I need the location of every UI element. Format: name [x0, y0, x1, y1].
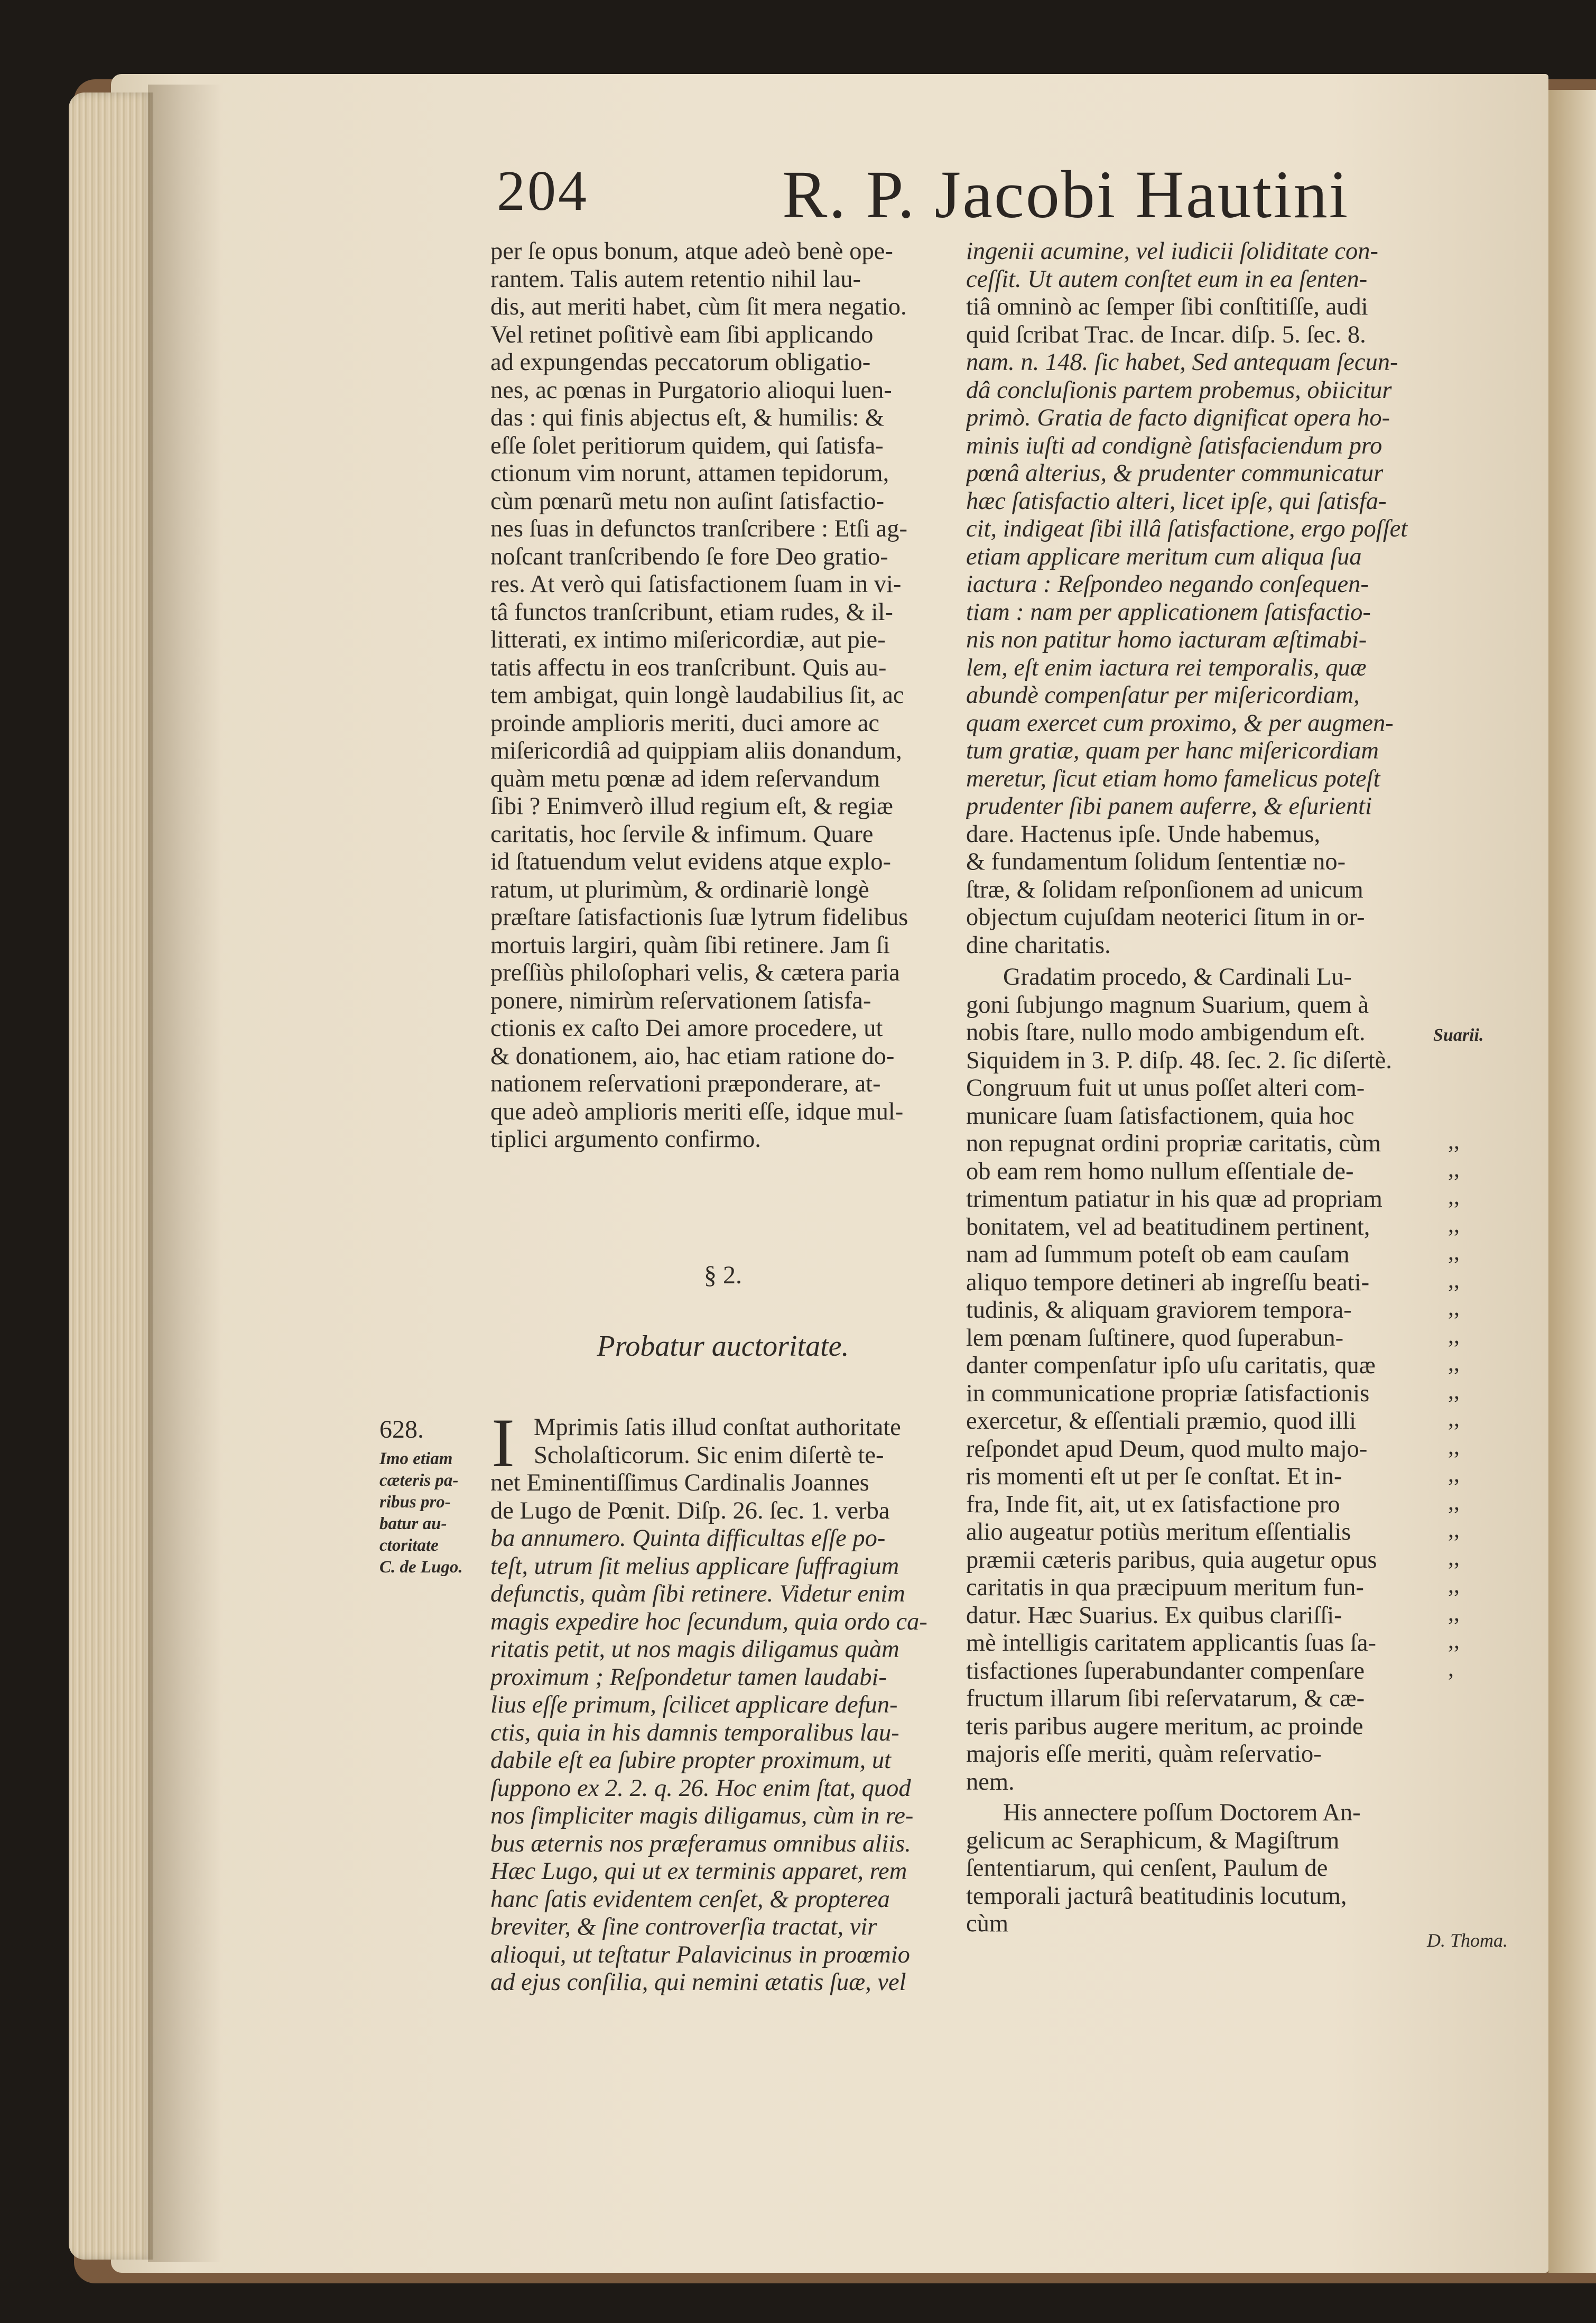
text-line: nos ſimpliciter magis diligamus, cùm in re-: [490, 1802, 914, 1829]
text-line: hanc ſatis evidentem cenſet, & propterea: [490, 1885, 890, 1913]
text-line: quam exercet cum proximo, & per augmen-: [966, 709, 1394, 737]
running-head: R. P. Jacobi Hautini: [782, 157, 1350, 232]
text-line: temporali jacturâ beatitudinis locutum,: [966, 1882, 1347, 1910]
text-line: Mprimis ſatis illud conſtat authoritate: [534, 1414, 901, 1441]
text-line: goni ſubjungo magnum Suarium, quem à: [966, 991, 1369, 1019]
text-line: ob eam rem homo nullum eſſentiale de-: [966, 1158, 1354, 1185]
text-line: prudenter ſibi panem auferre, & eſurienti: [966, 793, 1372, 820]
text-line: cùm: [966, 1910, 1009, 1937]
quote-mark: ,,: [1448, 1544, 1460, 1570]
text-line: caritatis in qua præcipuum meritum fun-: [966, 1574, 1364, 1601]
text-line: tudinis, & aliquam graviorem tempora-: [966, 1297, 1352, 1324]
text-line: non repugnat ordini propriæ caritatis, cùm: [966, 1130, 1381, 1157]
text-line: res. At verò qui ſatisfactionem ſuam in vi-: [490, 571, 902, 598]
left-column-text: [490, 238, 955, 1154]
text-line: primò. Gratia de facto dignificat opera ho-: [966, 404, 1390, 431]
text-line: dine charitatis.: [966, 931, 1111, 959]
text-line: tâ functos tranſcribunt, etiam rudes, & il-: [490, 598, 893, 626]
text-line: ſtræ, & ſolidam reſponſionem ad unicum: [966, 876, 1363, 903]
left-column: [490, 238, 955, 1154]
text-line: tem ambigat, quin longè laudabilius ſit, ac: [490, 682, 904, 709]
quote-mark: ,,: [1448, 1377, 1460, 1404]
text-line: dâ concluſionis partem probemus, obiicitur: [966, 376, 1392, 404]
text-line: nam. n. 148. ſic habet, Sed antequam ſecun-: [966, 349, 1398, 376]
text-line: cit, indigeat ſibi illâ ſatisfactione, ergo poſſet: [966, 515, 1408, 542]
quote-mark: ,,: [1448, 1294, 1460, 1320]
text-line: nam ad ſummum poteſt ob eam cauſam: [966, 1241, 1350, 1268]
margin-note-suarez: Suarii.: [1433, 1025, 1484, 1045]
text-line: alio augeatur potiùs meritum eſſentialis: [966, 1519, 1351, 1545]
text-line: ſuppono ex 2. 2. q. 26. Hoc enim ſtat, quod: [490, 1774, 911, 1802]
text-line: præſtare ſatisfactionis ſuæ lytrum fidelibus: [490, 904, 908, 931]
text-line: litterati, ex intimo miſericordiæ, aut pie-: [490, 626, 886, 653]
text-line: nationem reſervationi præponderare, at-: [490, 1070, 881, 1097]
text-line: que adeò amplioris meriti eſſe, idque mul-: [490, 1098, 904, 1125]
text-line: pœnâ alterius, & prudenter communicatur: [966, 460, 1384, 487]
text-line: etiam applicare meritum cum aliqua ſua: [966, 543, 1362, 570]
margin-note-left: [379, 1448, 488, 1578]
text-line: tiâ omninò ac ſemper ſibi conſtitiſſe, audi: [966, 293, 1368, 320]
text-line: teſt, utrum ſit melius applicare ſuffragium: [490, 1552, 899, 1580]
text-line: teris paribus augere meritum, ac proinde: [966, 1713, 1363, 1740]
text-line: proximum ; Reſpondetur tamen laudabi-: [490, 1663, 887, 1691]
text-line: tatis affectu in eos tranſcribunt. Quis au-: [490, 654, 887, 681]
text-line: majoris eſſe meriti, quàm reſervatio-: [966, 1741, 1322, 1767]
margin-note-line: ctoritate: [379, 1536, 439, 1555]
text-line: fructum illarum ſibi reſervatarum, & cæ-: [966, 1685, 1365, 1712]
text-line: miſericordiâ ad quippiam aliis donandum,: [490, 737, 902, 764]
subheading: Probatur auctoritate.: [597, 1330, 849, 1363]
quote-mark: ,,: [1448, 1128, 1460, 1154]
text-line: lius eſſe primum, ſcilicet applicare defun-: [490, 1691, 898, 1718]
text-line: ſibi ? Enimverò illud regium eſt, & regiæ: [490, 793, 893, 820]
text-line: hæc ſatisfactio alteri, licet ipſe, qui ſatisfa-: [966, 487, 1387, 515]
text-line: nes, ac pœnas in Purgatorio alioqui luen-: [490, 376, 892, 404]
text-line: lem pœnam ſuſtinere, quod ſuperabun-: [966, 1324, 1344, 1352]
text-line: Congruum fuit ut unus poſſet alteri com-: [966, 1075, 1365, 1102]
quotation-marks: [1448, 1127, 1460, 1682]
text-line: fra, Inde fit, ait, ut ex ſatisfactione pro: [966, 1491, 1340, 1518]
text-line: dare. Hactenus ipſe. Unde habemus,: [966, 820, 1321, 848]
text-line: minis iuſti ad condignè ſatisfaciendum pro: [966, 432, 1382, 459]
quote-mark: ,,: [1448, 1239, 1460, 1265]
text-line: nem.: [966, 1768, 1015, 1796]
text-line: ris momenti eſt ut per ſe conſtat. Et in-: [966, 1463, 1342, 1490]
text-line: nes ſuas in defunctos tranſcribere : Etſi ag-: [490, 515, 907, 542]
margin-note-line: batur au-: [379, 1514, 447, 1533]
text-line: ceſſit. Ut autem conſtet eum in ea ſenten-: [966, 265, 1368, 293]
text-line: Scholaſticorum. Sic enim diſertè te-: [534, 1441, 884, 1469]
text-line: gelicum ac Seraphicum, & Magiſtrum: [966, 1827, 1340, 1854]
text-line: bonitatem, vel ad beatitudinem pertinent,: [966, 1213, 1370, 1241]
text-line: objectum cujuſdam neoterici ſitum in or-: [966, 904, 1365, 931]
text-line: eſſe ſolet peritiorum quidem, qui ſatisfa-: [490, 432, 884, 459]
paragraph-628: [490, 1414, 955, 1997]
text-line: ritatis petit, ut nos magis diligamus quàm: [490, 1636, 899, 1663]
text-line: preſſiùs philoſophari velis, & cætera paria: [490, 959, 900, 986]
quote-mark: ,,: [1448, 1599, 1460, 1626]
text-line: quàm metu pœnæ ad idem reſervandum: [490, 765, 880, 792]
quote-mark: ,,: [1448, 1350, 1460, 1376]
text-line: cùm pœnarũ metu non auſint ſatisfactio-: [490, 487, 885, 515]
margin-note-line: C. de Lugo.: [379, 1558, 463, 1577]
quote-mark: ,,: [1448, 1322, 1460, 1348]
margin-note-line: ribus pro-: [379, 1493, 451, 1512]
page-edges: [69, 92, 153, 2260]
text-line: alioqui, ut teſtatur Palavicinus in proœmio: [490, 1941, 910, 1968]
paragraph-628-text: [490, 1414, 955, 1997]
text-line: caritatis, hoc ſervile & infimum. Quare: [490, 820, 874, 848]
text-line: nis non patitur homo iacturam æſtimabi-: [966, 626, 1367, 653]
margin-note-line: Imo etiam: [379, 1449, 453, 1468]
text-line: ba annumero. Quinta difficultas eſſe po-: [490, 1525, 886, 1552]
text-line: ctionis ex caſto Dei amore procedere, ut: [490, 1015, 883, 1042]
quote-mark: ,,: [1448, 1405, 1460, 1431]
text-line: ingenii acumine, vel iudicii ſoliditate con-: [966, 238, 1378, 265]
text-line: noſcant tranſcribendo ſe fore Deo gratio-: [490, 543, 888, 570]
text-line: defunctis, quàm ſibi retinere. Videtur enim: [490, 1580, 905, 1607]
text-line: das : qui finis abjectus eſt, & humilis: &: [490, 404, 885, 431]
text-line: danter compenſatur ipſo uſu caritatis, quæ: [966, 1352, 1376, 1379]
text-line: Hæc Lugo, qui ut ex terminis apparet, rem: [490, 1858, 907, 1885]
text-line: His annectere poſſum Doctorem An-: [1003, 1799, 1361, 1826]
text-line: reſpondet apud Deum, quod multo majo-: [966, 1435, 1368, 1463]
text-line: tisfactiones ſuperabundanter compenſare: [966, 1657, 1365, 1685]
text-line: quid ſcribat Trac. de Incar. diſp. 5. ſec. 8.: [966, 321, 1366, 348]
text-line: ratum, ut plurimùm, & ordinariè longè: [490, 876, 869, 903]
text-line: Vel retinet poſitivè eam ſibi applicando: [490, 321, 874, 348]
text-line: dis, aut meriti habet, cùm ſit mera negatio.: [490, 293, 907, 320]
margin-note-thomas: D. Thoma.: [1427, 1930, 1508, 1951]
gutter-shadow: [148, 85, 222, 2262]
text-line: dabile eſt ea ſubire propter proximum, ut: [490, 1747, 892, 1774]
text-line: proinde amplioris meriti, duci amore ac: [490, 709, 880, 737]
drop-cap-initial: I: [491, 1404, 515, 1482]
text-line: ad ejus conſilia, qui nemini ætatis ſuæ, vel: [490, 1969, 906, 1996]
text-line: datur. Hæc Suarius. Ex quibus clariſſi-: [966, 1602, 1342, 1629]
text-line: in communicatione propriæ ſatisfactionis: [966, 1380, 1370, 1407]
text-line: ctis, quia in his damnis temporalibus lau-: [490, 1719, 899, 1746]
text-line: tum gratiæ, quam per hanc miſericordiam: [966, 737, 1379, 764]
quote-mark: ,,: [1448, 1433, 1460, 1459]
text-line: aliquo tempore detineri ab ingreſſu beati-: [966, 1269, 1370, 1296]
text-line: Gradatim procedo, & Cardinali Lu-: [1003, 964, 1352, 991]
text-line: municare ſuam ſatisfactionem, quia hoc: [966, 1102, 1354, 1130]
text-line: præmii cæteris paribus, quia augetur opus: [966, 1546, 1377, 1574]
quote-mark: ,,: [1448, 1572, 1460, 1598]
text-line: magis expedire hoc ſecundum, quia ordo ca-: [490, 1608, 927, 1635]
quote-mark: ,,: [1448, 1516, 1460, 1542]
text-line: abundè compenſatur per miſericordiam,: [966, 682, 1360, 709]
text-line: ponere, nimirùm reſervationem ſatisfa-: [490, 987, 871, 1014]
text-line: per ſe opus bonum, atque adeò benè ope-: [490, 238, 893, 265]
text-line: rantem. Talis autem retentio nihil lau-: [490, 265, 861, 293]
quote-mark: ,,: [1448, 1627, 1460, 1653]
text-line: bus æternis nos præferamus omnibus aliis.: [490, 1830, 911, 1857]
quote-mark: ,,: [1448, 1461, 1460, 1487]
text-line: ſententiarum, qui cenſent, Paulum de: [966, 1855, 1328, 1882]
margin-note-line: cæteris pa-: [379, 1471, 459, 1490]
text-line: tiplici argumento confirmo.: [490, 1126, 761, 1153]
quote-mark: ,,: [1448, 1488, 1460, 1515]
text-line: exercetur, & eſſentiali præmio, quod illi: [966, 1408, 1357, 1434]
right-column-text-a: [966, 238, 1431, 959]
text-line: trimentum patiatur in his quæ ad propriam: [966, 1186, 1382, 1213]
text-line: meretur, ſicut etiam homo famelicus poteſt: [966, 765, 1380, 792]
text-line: & fundamentum ſolidum ſententiæ no-: [966, 848, 1346, 875]
right-column: [966, 238, 1431, 1938]
text-line: breviter, & ſine controverſia tractat, vir: [490, 1913, 877, 1940]
right-column-text-c: [966, 1799, 1431, 1938]
text-line: Siquidem in 3. P. diſp. 48. ſec. 2. ſic diſertè.: [966, 1047, 1392, 1074]
page-number: 204: [497, 160, 589, 223]
text-line: iactura : Reſpondeo negando conſequen-: [966, 571, 1369, 598]
text-line: net Eminentiſſimus Cardinalis Joannes: [490, 1469, 869, 1496]
text-line: mortuis largiri, quàm ſibi retinere. Jam ſi: [490, 931, 890, 959]
text-line: tiam : nam per applicationem ſatisfactio-: [966, 598, 1371, 626]
text-line: id ſtatuendum velut evidens atque explo-: [490, 848, 892, 875]
text-line: lem, eſt enim iactura rei temporalis, quæ: [966, 654, 1367, 681]
quote-mark: ,,: [1448, 1155, 1460, 1182]
text-line: & donationem, aio, hac etiam ratione do-: [490, 1042, 895, 1070]
quote-mark: ,: [1448, 1655, 1454, 1681]
text-line: nobis ſtare, nullo modo ambigendum eſt.: [966, 1019, 1366, 1046]
text-line: de Lugo de Pœnit. Diſp. 26. ſec. 1. verba: [490, 1497, 890, 1524]
text-line: ctionum vim norunt, attamen tepidorum,: [490, 460, 889, 487]
quote-mark: ,,: [1448, 1211, 1460, 1237]
right-column-text-b: [966, 964, 1431, 1796]
paragraph-number: 628.: [379, 1415, 424, 1443]
text-line: mè intelligis caritatem applicantis ſuas ſa-: [966, 1630, 1377, 1656]
text-line: ad expungendas peccatorum obligatio-: [490, 349, 871, 376]
section-mark: § 2.: [704, 1261, 742, 1289]
facing-page-edge: [1548, 90, 1596, 2273]
quote-mark: ,,: [1448, 1183, 1460, 1209]
quote-mark: ,,: [1448, 1266, 1460, 1293]
